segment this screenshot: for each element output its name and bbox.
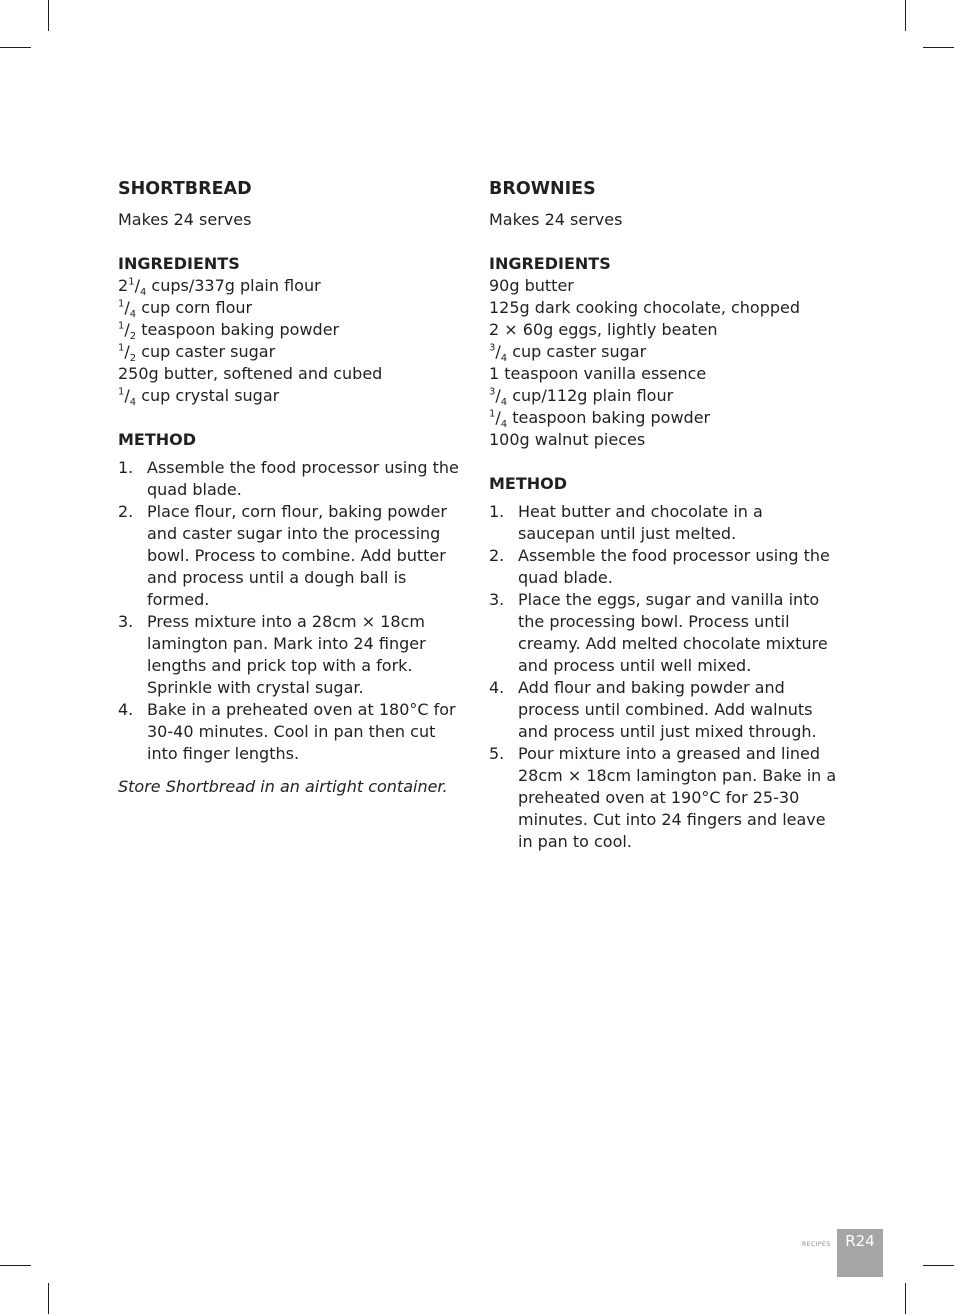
step-number: 2. [118,502,134,521]
crop-mark [923,1265,954,1266]
section-label: RECIPES [802,1241,831,1248]
fraction-denominator: 4 [500,419,508,431]
step-number: 4. [489,678,505,697]
method-step [489,743,839,853]
ingredient-text: teaspoon baking powder [136,320,340,339]
step-number: 3. [118,612,134,631]
ingredient-item [489,297,839,319]
fraction-numerator: 1 [118,320,125,332]
ingredient-item [118,385,468,407]
fraction-denominator: 4 [129,309,137,321]
fraction-denominator: 2 [129,353,137,365]
step-text: Place the eggs, sugar and vanilla into the processing bowl. Process until creamy. Add melted chocolate mixture and process until well mixed. [518,590,828,675]
method-steps [489,501,839,853]
step-text: Pour mixture into a greased and lined 28cm × 18cm lamington pan. Bake in a preheated oven at 190°C for 25-30 minutes. Cut into 24 fingers and leave in pan to cool. [518,744,837,851]
crop-mark [48,0,49,31]
step-number: 1. [118,458,134,477]
crop-mark [905,0,906,31]
ingredient-item [489,319,839,341]
crop-mark [48,1283,49,1314]
ingredients-list [118,275,468,407]
method-heading: METHOD [489,474,568,493]
step-text: Add flour and baking powder and process until combined. Add walnuts and process until just mixed through. [518,678,817,741]
fraction-denominator: 2 [129,331,137,343]
crop-mark [905,1283,906,1314]
recipe-title: BROWNIES [489,179,596,199]
method-step [118,611,468,699]
step-text: Heat butter and chocolate in a saucepan until just melted. [518,502,763,543]
method-step [118,699,468,765]
ingredient-item [489,363,839,385]
ingredient-text: 2 × 60g eggs, lightly beaten [489,320,718,339]
ingredient-whole: 2 [118,276,129,295]
fraction-denominator: 4 [129,397,137,409]
serves-text: Makes 24 serves [118,210,252,229]
ingredient-text: 1 teaspoon vanilla essence [489,364,707,383]
ingredient-item [489,341,839,363]
step-number: 2. [489,546,505,565]
fraction-numerator: 1 [118,298,125,310]
step-number: 5. [489,744,505,763]
crop-mark [923,47,954,48]
fraction-numerator: 1 [118,342,125,354]
fraction-numerator: 1 [128,276,135,288]
ingredient-text: cup caster sugar [136,342,276,361]
method-step [118,457,468,501]
shortbread-recipe [118,176,468,814]
fraction-slash: / [495,342,501,361]
ingredients-heading: INGREDIENTS [489,254,611,273]
fraction-slash: / [124,298,130,317]
fraction-numerator: 1 [118,386,125,398]
ingredient-text: 90g butter [489,276,574,295]
recipe-title: SHORTBREAD [118,179,252,199]
page-number-tab: R24 [837,1229,883,1277]
fraction-slash: / [495,408,501,427]
method-heading: METHOD [118,430,197,449]
ingredient-item [489,429,839,451]
fraction-slash: / [134,276,140,295]
ingredient-item [118,363,468,385]
step-text: Place flour, corn flour, baking powder and caster sugar into the processing bowl. Process to combine. Add butter and process until a dough ball is formed. [147,502,447,609]
method-step [489,589,839,677]
crop-mark [0,47,31,48]
ingredient-item [118,319,468,341]
fraction-numerator: 3 [489,386,496,398]
ingredient-text: 100g walnut pieces [489,430,646,449]
ingredient-item [489,407,839,429]
crop-mark [0,1265,31,1266]
ingredient-text: cup/112g plain flour [507,386,674,405]
fraction-slash: / [124,320,130,339]
fraction-slash: / [124,386,130,405]
method-step [489,677,839,743]
fraction-numerator: 3 [489,342,496,354]
fraction-denominator: 4 [139,287,147,299]
step-text: Bake in a preheated oven at 180°C for 30-40 minutes. Cool in pan then cut into finger lengths. [147,700,456,763]
ingredient-item [118,297,468,319]
brownies-recipe [489,176,839,853]
ingredient-text: cup corn flour [136,298,253,317]
ingredients-list [489,275,839,451]
serves-text: Makes 24 serves [489,210,623,229]
ingredient-text: 125g dark cooking chocolate, chopped [489,298,801,317]
fraction-numerator: 1 [489,408,496,420]
fraction-slash: / [495,386,501,405]
ingredient-text: teaspoon baking powder [507,408,711,427]
step-text: Assemble the food processor using the quad blade. [518,546,830,587]
step-text: Press mixture into a 28cm × 18cm lamington pan. Mark into 24 finger lengths and prick top with a fork. Sprinkle with crystal sugar. [147,612,426,697]
step-number: 1. [489,502,505,521]
fraction-denominator: 4 [500,353,508,365]
method-step [118,501,468,611]
ingredient-item [489,385,839,407]
step-number: 3. [489,590,505,609]
ingredient-text: cup crystal sugar [136,386,280,405]
step-number: 4. [118,700,134,719]
ingredient-text: cup caster sugar [507,342,647,361]
method-step [489,545,839,589]
method-steps [118,457,468,765]
ingredient-item [489,275,839,297]
step-text: Assemble the food processor using the quad blade. [147,458,459,499]
ingredients-heading: INGREDIENTS [118,254,240,273]
fraction-denominator: 4 [500,397,508,409]
ingredient-item [118,275,468,297]
ingredient-text: cups/337g plain flour [146,276,321,295]
ingredient-text: 250g butter, softened and cubed [118,364,383,383]
storage-note: Store Shortbread in an airtight container. [118,777,448,796]
method-step [489,501,839,545]
fraction-slash: / [124,342,130,361]
ingredient-item [118,341,468,363]
